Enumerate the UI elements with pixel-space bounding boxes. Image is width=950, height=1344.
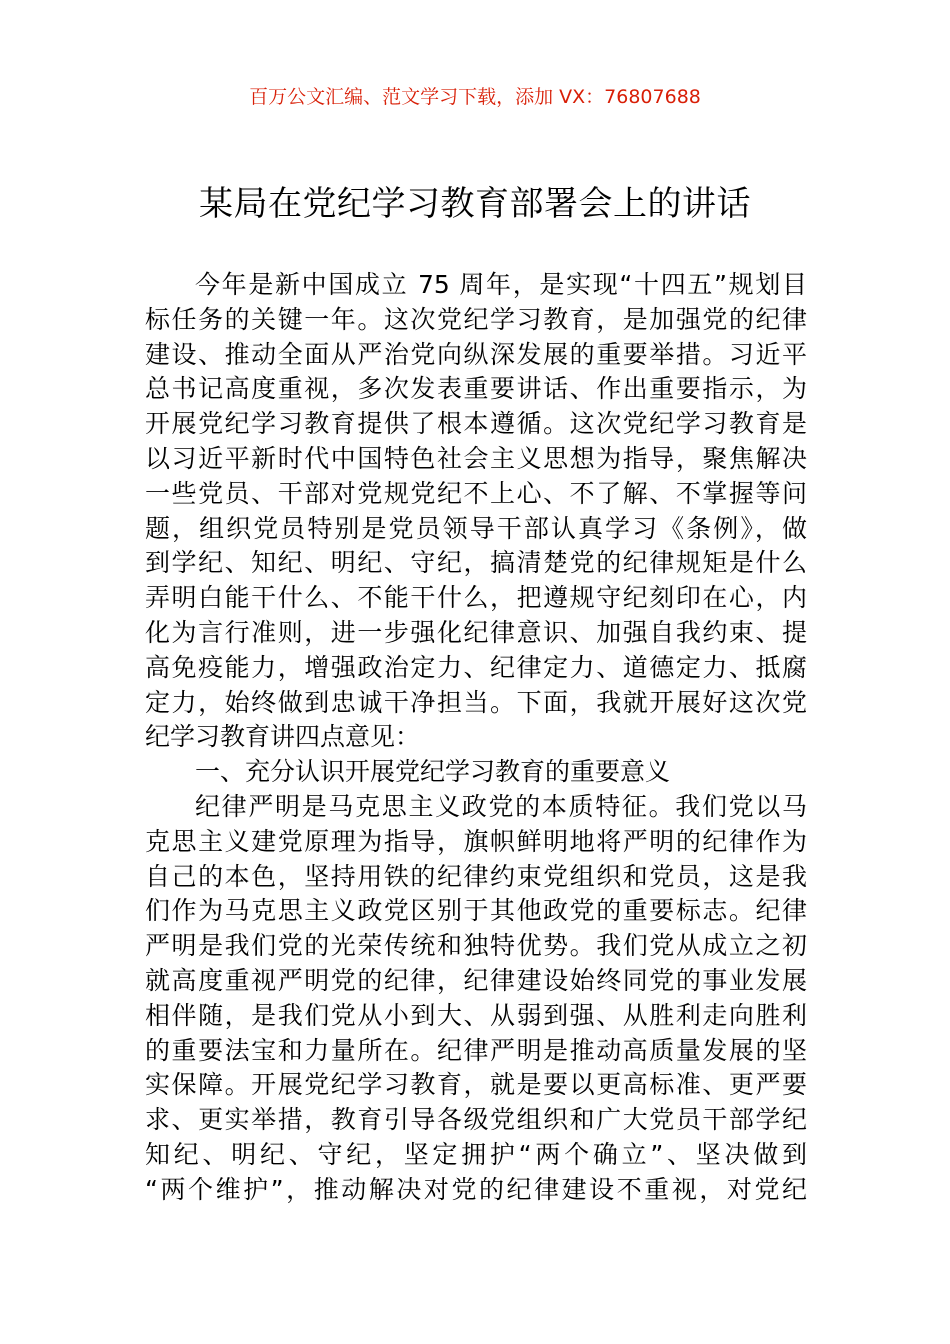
paragraph-line: 自己的本色，坚持用铁的纪律约束党组织和党员，这是我: [145, 861, 807, 891]
paragraph-line: 弄明白能干什么、不能干什么，把遵规守纪刻印在心，内: [145, 583, 807, 613]
section-heading: 一、充分认识开展党纪学习教育的重要意义: [195, 757, 671, 787]
paragraph-line: 到学纪、知纪、明纪、守纪，搞清楚党的纪律规矩是什么: [145, 548, 807, 578]
paragraph-line: “两个维护”，推动解决对党的纪律建设不重视，对党纪: [145, 1174, 807, 1204]
paragraph-line: 克思主义建党原理为指导，旗帜鲜明地将严明的纪律作为: [145, 826, 807, 856]
paragraph-line: 严明是我们党的光荣传统和独特优势。我们党从成立之初: [145, 931, 807, 961]
paragraph-line: 化为言行准则，进一步强化纪律意识、加强自我约束、提: [145, 617, 807, 647]
paragraph-line: 题，组织党员特别是党员领导干部认真学习《条例》，做: [145, 513, 807, 543]
paragraph-line: 纪学习教育讲四点意见：: [145, 722, 421, 752]
paragraph-line: 总书记高度重视，多次发表重要讲话、作出重要指示，为: [145, 374, 807, 404]
paragraph-line: 标任务的关键一年。这次党纪学习教育，是加强党的纪律: [145, 304, 807, 334]
paragraph-line: 纪律严明是马克思主义政党的本质特征。我们党以马: [195, 791, 807, 821]
paragraph-line: 以习近平新时代中国特色社会主义思想为指导，聚焦解决: [145, 443, 807, 473]
paragraph-line: 开展党纪学习教育提供了根本遵循。这次党纪学习教育是: [145, 409, 807, 439]
paragraph-line: 知纪、明纪、守纪，坚定拥护“两个确立”、坚决做到: [145, 1139, 807, 1169]
paragraph-line: 实保障。开展党纪学习教育，就是要以更高标准、更严要: [145, 1070, 807, 1100]
paragraph-line: 就高度重视严明党的纪律，纪律建设始终同党的事业发展: [145, 965, 807, 995]
paragraph-line: 定力，始终做到忠诚干净担当。下面，我就开展好这次党: [145, 687, 807, 717]
paragraph-line: 们作为马克思主义政党区别于其他政党的重要标志。纪律: [145, 896, 807, 926]
paragraph-line: 一些党员、干部对党规党纪不上心、不了解、不掌握等问: [145, 478, 807, 508]
document-title: 某局在党纪学习教育部署会上的讲话: [199, 184, 751, 224]
paragraph-line: 建设、推动全面从严治党向纵深发展的重要举措。习近平: [145, 339, 807, 369]
paragraph-line: 相伴随，是我们党从小到大、从弱到强、从胜利走向胜利: [145, 1000, 807, 1030]
document-body: [145, 268, 807, 1208]
watermark-banner: 百万公文汇编、范文学习下载，添加 VX：76807688: [249, 86, 701, 108]
paragraph-line: 求、更实举措，教育引导各级党组织和广大党员干部学纪: [145, 1105, 807, 1135]
paragraph-line: 的重要法宝和力量所在。纪律严明是推动高质量发展的坚: [145, 1035, 807, 1065]
paragraph-line: 今年是新中国成立 75 周年，是实现“十四五”规划目: [195, 270, 807, 299]
paragraph-line: 高免疫能力，增强政治定力、纪律定力、道德定力、抵腐: [145, 652, 807, 682]
